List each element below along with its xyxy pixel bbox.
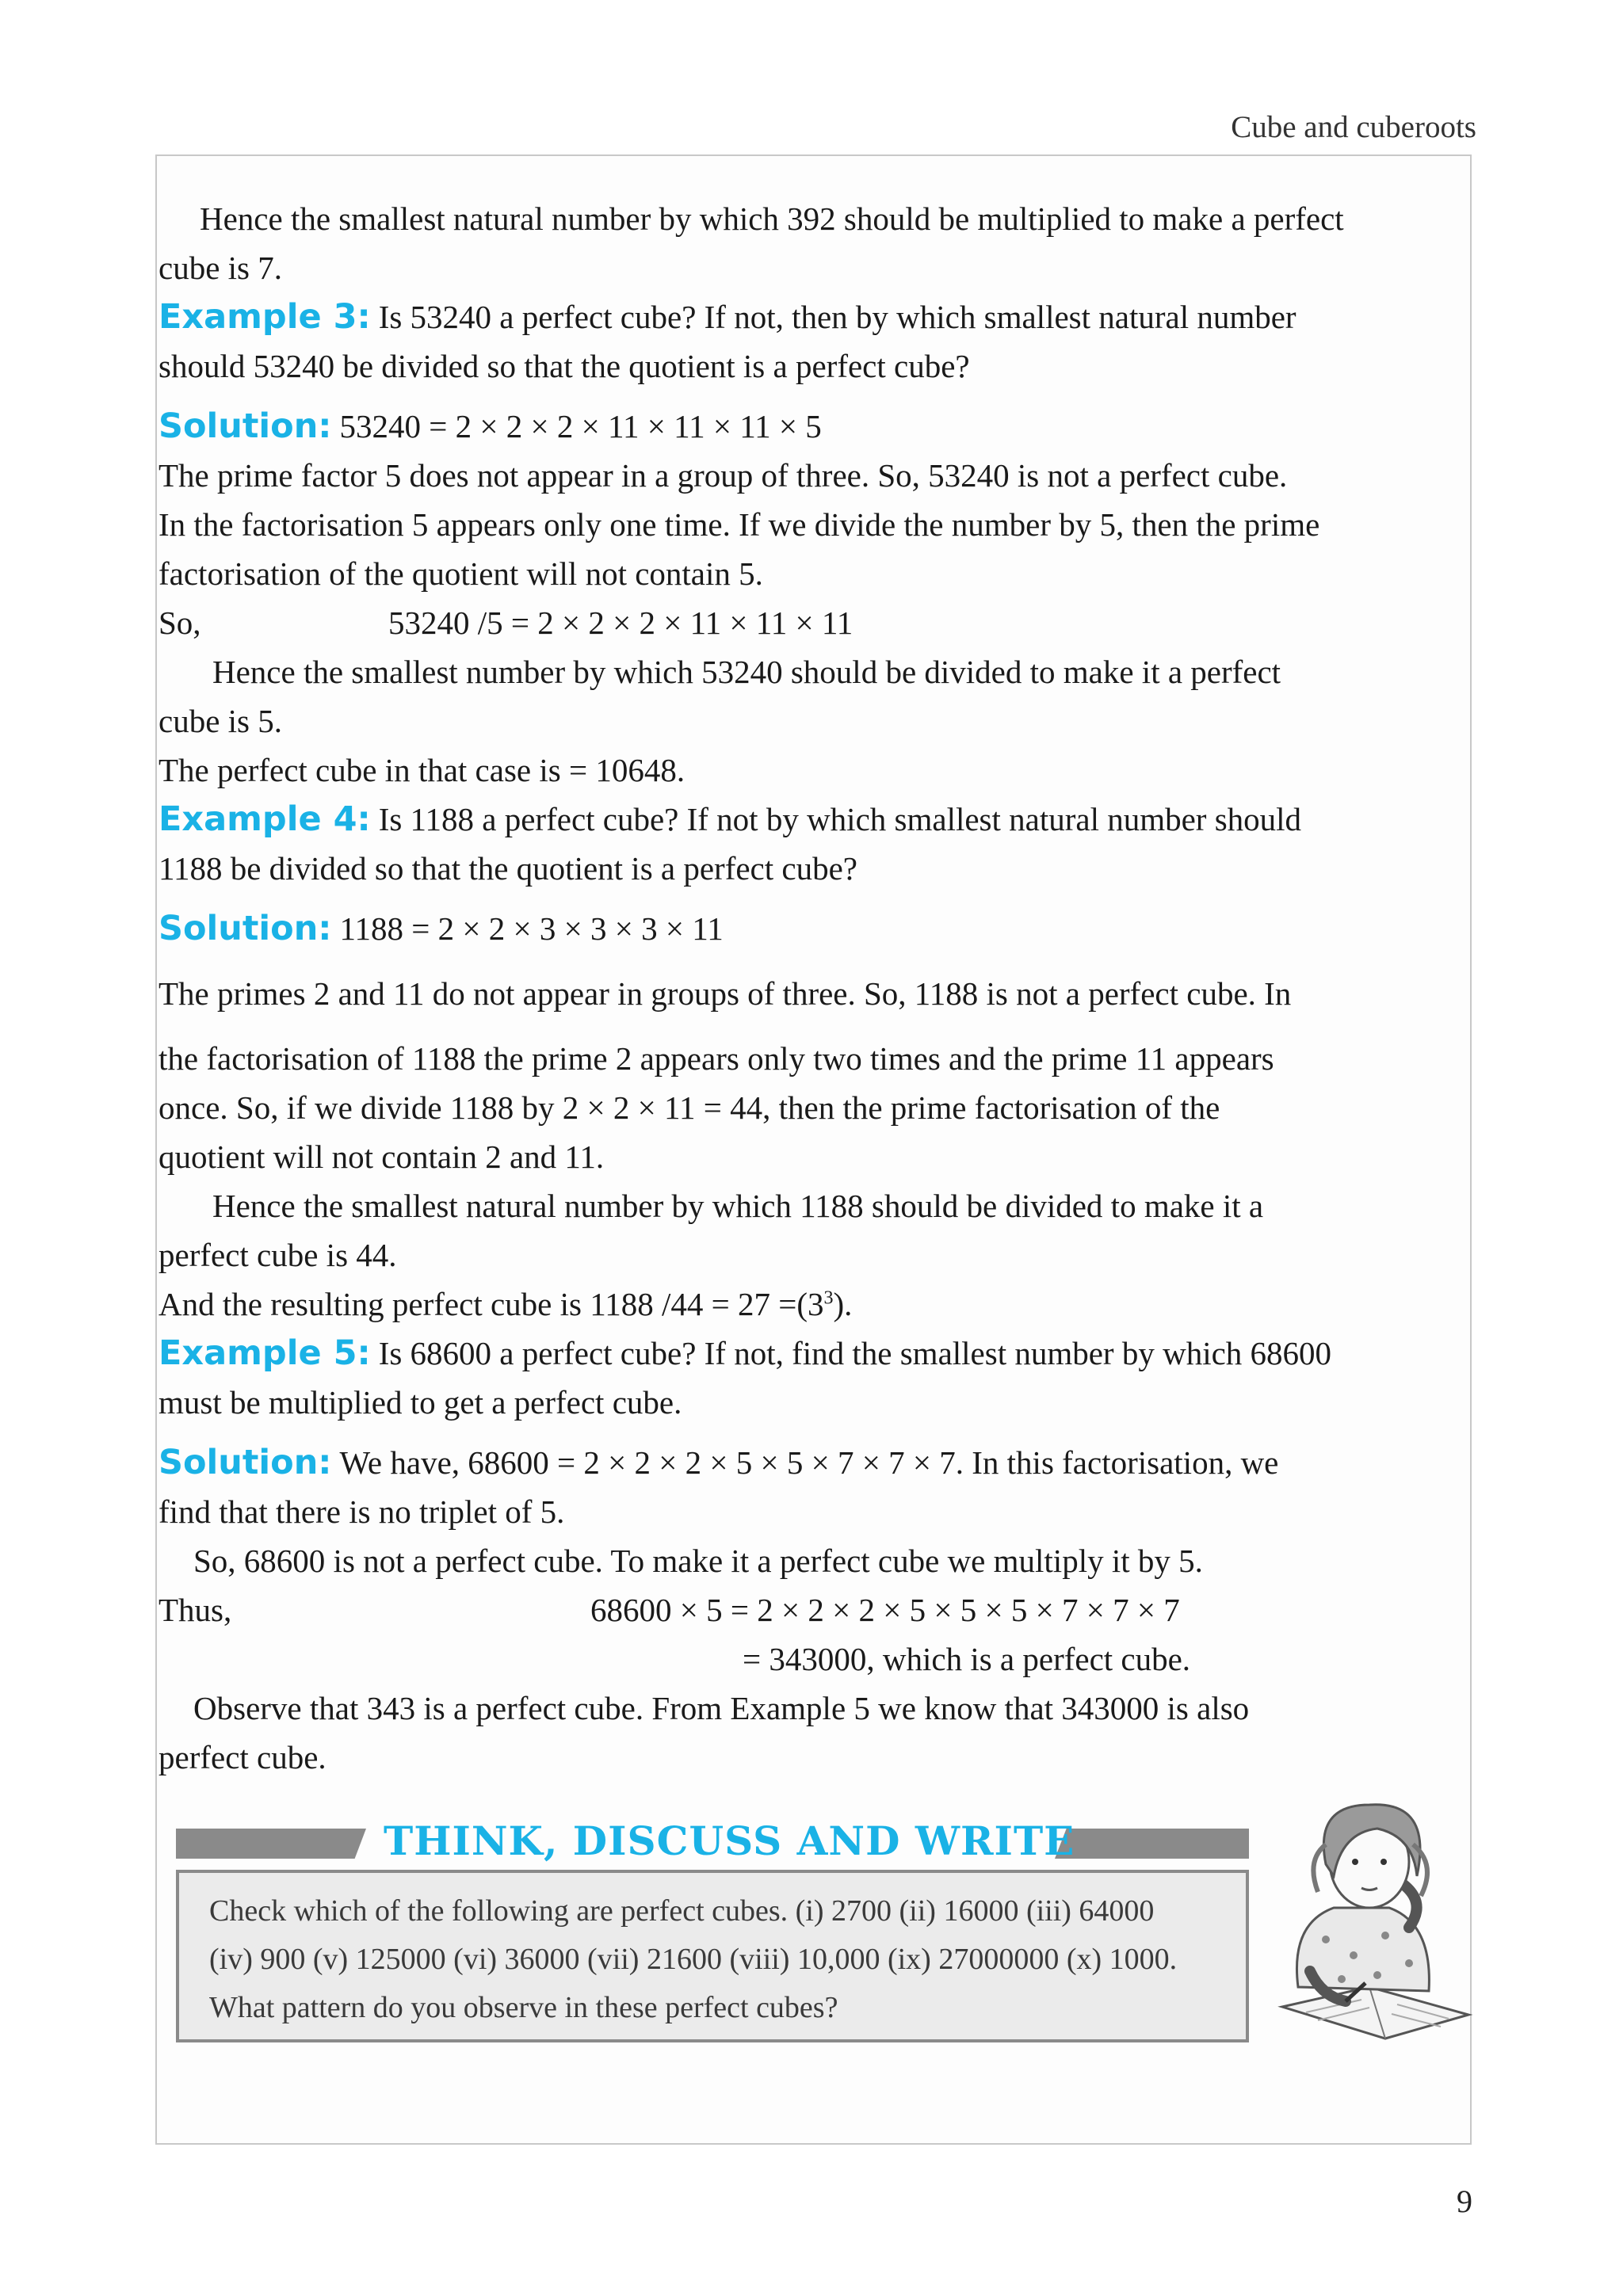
text-line: Observe that 343 is a perfect cube. From Example 5 we know that 343000 is also: [193, 1690, 1250, 1726]
text-line: should 53240 be divided so that the quotient is a perfect cube?: [158, 348, 970, 384]
text-line: 53240 = 2 × 2 × 2 × 11 × 11 × 11 × 5: [339, 408, 822, 444]
banner-title: THINK, DISCUSS AND WRITE: [384, 1817, 1075, 1864]
text-line: cube is 5.: [158, 703, 282, 739]
main-text: [158, 194, 1458, 1782]
text-line: once. So, if we divide 1188 by 2 × 2 × 11 = 44, then the prime factorisation of the: [158, 1089, 1220, 1126]
text-line: Hence the smallest natural number by which 392 should be multiplied to make a perfect: [200, 200, 1344, 237]
think-discuss-write-banner: [176, 1817, 1249, 1864]
text-part: And the resulting perfect cube is 1188 /44 = 27 =(3: [158, 1286, 824, 1322]
text-line: perfect cube.: [158, 1739, 327, 1775]
example-label: Example 3:: [158, 297, 371, 337]
think-discuss-write-box: [176, 1870, 1249, 2042]
text-line: The prime factor 5 does not appear in a group of three. So, 53240 is not a perfect cube.: [158, 457, 1288, 494]
text-part: ).: [833, 1286, 853, 1322]
solution-label: Solution:: [158, 406, 332, 446]
text-line-cube: [158, 1280, 1458, 1329]
solution-3: [158, 402, 1458, 451]
example-3: [158, 292, 1458, 341]
equation: 68600 × 5 = 2 × 2 × 2 × 5 × 5 × 5 × 7 × 7 × 7: [590, 1592, 1180, 1628]
solution-5: [158, 1438, 1458, 1487]
text-line: factorisation of the quotient will not contain 5.: [158, 555, 763, 592]
text-thus: Thus,: [158, 1592, 232, 1628]
text-line: find that there is no triplet of 5.: [158, 1493, 565, 1530]
example-4: [158, 795, 1458, 844]
box-line: What pattern do you observe in these perfect cubes?: [209, 1991, 838, 2024]
example-5: [158, 1329, 1458, 1378]
girl-thinking-illustration: [1251, 1789, 1474, 2042]
equation-line: [158, 598, 1458, 647]
text-line: perfect cube is 44.: [158, 1237, 397, 1273]
text-line: Is 1188 a perfect cube? If not by which smallest natural number should: [378, 801, 1302, 837]
text-line: 1188 = 2 × 2 × 3 × 3 × 3 × 11: [339, 910, 724, 947]
text-line: must be multiplied to get a perfect cube.: [158, 1384, 682, 1421]
banner-bar-left: [176, 1829, 366, 1859]
equation-line: [158, 1585, 1458, 1634]
banner-bar-right: [1055, 1829, 1249, 1859]
text-line: Is 68600 a perfect cube? If not, find the smallest number by which 68600: [378, 1335, 1332, 1371]
text-so: So,: [158, 605, 201, 641]
example-label: Example 5:: [158, 1333, 371, 1373]
text-line: In the factorisation 5 appears only one time. If we divide the number by 5, then the prime: [158, 506, 1320, 543]
text-line: The perfect cube in that case is = 10648.: [158, 752, 685, 788]
box-line: (iv) 900 (v) 125000 (vi) 36000 (vii) 21600 (viii) 10,000 (ix) 27000000 (x) 1000.: [209, 1943, 1178, 1976]
equation-continuation: = 343000, which is a perfect cube.: [743, 1641, 1191, 1677]
box-line: Check which of the following are perfect cubes. (i) 2700 (ii) 16000 (iii) 64000: [209, 1894, 1155, 1928]
text-line: cube is 7.: [158, 250, 282, 286]
solution-4: [158, 904, 1458, 953]
text-line: the factorisation of 1188 the prime 2 appears only two times and the prime 11 appears: [158, 1040, 1274, 1077]
solution-label: Solution:: [158, 1443, 332, 1482]
text-line: So, 68600 is not a perfect cube. To make it a perfect cube we multiply it by 5.: [193, 1543, 1203, 1579]
text-line: Hence the smallest natural number by which 1188 should be divided to make it a: [212, 1188, 1264, 1224]
text-line: Hence the smallest number by which 53240 should be divided to make it a perfect: [212, 654, 1281, 690]
text-line: quotient will not contain 2 and 11.: [158, 1138, 605, 1175]
page-number: 9: [1457, 2183, 1472, 2219]
text-line: We have, 68600 = 2 × 2 × 2 × 5 × 5 × 7 × 7 × 7. In this factorisation, we: [339, 1444, 1279, 1481]
text-line: 1188 be divided so that the quotient is a perfect cube?: [158, 850, 857, 887]
running-head: Cube and cuberoots: [1231, 110, 1476, 144]
superscript: 3: [823, 1287, 834, 1309]
text-line: Is 53240 a perfect cube? If not, then by which smallest natural number: [378, 299, 1296, 335]
equation: 53240 /5 = 2 × 2 × 2 × 11 × 11 × 11: [388, 605, 854, 641]
text-line: The primes 2 and 11 do not appear in groups of three. So, 1188 is not a perfect cube. In: [158, 975, 1292, 1012]
example-label: Example 4:: [158, 799, 371, 839]
solution-label: Solution:: [158, 909, 332, 948]
